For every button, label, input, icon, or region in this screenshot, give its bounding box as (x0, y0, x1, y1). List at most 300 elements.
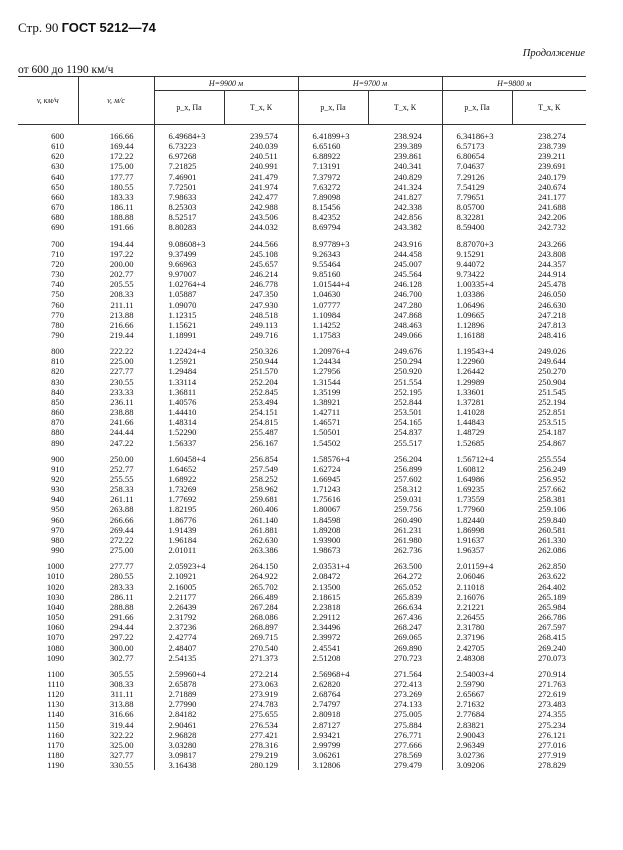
table-cell: 900 (51, 453, 64, 464)
table-cell: 271.564 (394, 668, 422, 679)
table-cell: 8.25303 (154, 202, 224, 212)
table-cell: 630 (51, 161, 64, 172)
table-cell: 1100 (47, 668, 64, 679)
table-cell: 8.42352 (298, 212, 368, 222)
table-cell: 240.829 (394, 171, 422, 182)
table-cell: 2.05923+4 (154, 561, 224, 571)
table-cell: 980 (51, 534, 64, 545)
table-cell: 1060 (46, 622, 64, 633)
table-row (18, 525, 586, 535)
table-cell: 2.59960+4 (154, 669, 224, 679)
col-header-temperature: T_x, К (512, 91, 586, 125)
table-cell: 330.55 (109, 760, 134, 771)
table-cell: 920 (51, 474, 64, 484)
table-cell: 268.247 (394, 622, 422, 633)
table-cell: 790 (51, 329, 64, 340)
table-cell: 257.602 (394, 474, 422, 484)
table-cell: 276.771 (394, 729, 422, 740)
table-cell: 2.34496 (298, 622, 368, 632)
table-cell: 243.808 (538, 248, 566, 259)
table-cell: 1.52685 (442, 438, 512, 448)
table-cell: 1020 (46, 581, 64, 592)
table-cell: 257.662 (538, 484, 566, 495)
table-cell: 1.91439 (154, 525, 224, 535)
table-cell: 222.22 (109, 346, 134, 357)
table-cell: 275.005 (394, 709, 422, 720)
table-cell: 2.01011 (154, 545, 224, 555)
standard-code: ГОСТ 5212—74 (61, 20, 156, 35)
table-cell: 319.44 (109, 719, 134, 730)
table-cell: 238.274 (538, 131, 566, 141)
table-cell: 1.18991 (154, 330, 224, 340)
table-cell: 265.984 (538, 601, 566, 612)
table-cell: 239.574 (250, 131, 278, 141)
table-cell: 2.56968+4 (298, 669, 368, 679)
table-cell: 261.11 (110, 494, 134, 505)
table-cell: 1.48729 (442, 427, 512, 437)
table-cell: 240.179 (538, 171, 566, 182)
table-cell: 259.031 (394, 494, 422, 505)
table-cell: 610 (51, 141, 64, 152)
table-cell: 266.786 (538, 612, 566, 623)
table-cell: 1.22424+4 (154, 346, 224, 356)
col-header-pressure: p_x, Па (298, 91, 368, 125)
table-cell: 1.25921 (154, 356, 224, 366)
table-cell: 6.97268 (154, 151, 224, 161)
table-cell: 241.66 (109, 417, 134, 428)
table-cell: 243.916 (394, 238, 422, 249)
table-cell: 2.42774 (154, 632, 224, 642)
table-cell: 264.150 (250, 561, 278, 572)
table-cell: 250.270 (538, 366, 566, 377)
table-cell: 680 (51, 212, 64, 223)
table-cell: 660 (51, 191, 64, 202)
table-cell: 249.676 (394, 346, 422, 357)
table-cell: 2.54003+4 (442, 669, 512, 679)
table-row (18, 182, 586, 192)
table-cell: 1.40576 (154, 397, 224, 407)
table-cell: 244.566 (250, 238, 278, 249)
table-cell: 3.06261 (298, 750, 368, 760)
table-cell: 1120 (47, 689, 64, 700)
table-cell: 740 (51, 279, 64, 290)
table-cell: 239.389 (394, 141, 422, 152)
table-cell: 241.688 (538, 202, 566, 213)
table-cell: 2.13500 (298, 582, 368, 592)
table-cell: 240.511 (250, 151, 278, 162)
table-cell: 241.324 (394, 181, 422, 192)
table-cell: 265.702 (250, 581, 278, 592)
table-cell: 249.644 (538, 356, 566, 367)
table-row (18, 417, 586, 427)
table-cell: 1.14252 (298, 320, 368, 330)
table-row (18, 602, 586, 612)
table-cell: 238.88 (109, 407, 134, 418)
table-cell: 1190 (47, 760, 64, 771)
table-cell: 890 (51, 437, 64, 448)
table-row (18, 330, 586, 340)
table-row (18, 438, 586, 448)
table-row (18, 494, 586, 504)
table-cell: 259.756 (394, 504, 422, 515)
table-cell: 256.899 (394, 463, 422, 474)
table-cell: 7.98633 (154, 192, 224, 202)
table-cell: 2.11018 (442, 582, 512, 592)
table-cell: 253.501 (394, 407, 422, 418)
table-cell: 830 (51, 376, 64, 387)
table-cell: 1.71243 (298, 484, 368, 494)
table-cell: 258.312 (394, 484, 422, 495)
table-cell: 272.214 (250, 668, 278, 679)
table-cell: 2.26439 (154, 602, 224, 612)
table-cell: 261.231 (394, 524, 422, 535)
table-cell: 243.506 (250, 212, 278, 223)
table-cell: 274.133 (394, 699, 422, 710)
table-cell: 248.416 (538, 329, 566, 340)
table-cell: 6.88922 (298, 151, 368, 161)
table-cell: 252.195 (394, 386, 422, 397)
table-cell: 172.22 (109, 151, 134, 162)
table-cell: 1.60812 (442, 464, 512, 474)
table-cell: 1180 (47, 750, 64, 761)
table-cell: 268.415 (538, 632, 566, 643)
table-cell: 247.813 (538, 319, 566, 330)
table-row (18, 454, 586, 464)
table-cell: 1.38921 (298, 397, 368, 407)
table-row (18, 239, 586, 249)
table-cell: 1000 (46, 561, 64, 572)
table-cell: 2.45541 (298, 643, 368, 653)
table-cell: 2.77990 (154, 699, 224, 709)
table-cell: 1.73269 (154, 484, 224, 494)
table-cell: 2.90043 (442, 730, 512, 740)
table-cell: 241.974 (250, 181, 278, 192)
table-row (18, 740, 586, 750)
table-cell: 1.26442 (442, 366, 512, 376)
table-cell: 205.55 (109, 279, 134, 290)
table-cell: 2.10921 (154, 571, 224, 581)
table-cell: 8.97789+3 (298, 239, 368, 249)
table-cell: 259.106 (538, 504, 566, 515)
col-header-temperature: T_x, К (224, 91, 298, 125)
table-cell: 270.914 (538, 668, 566, 679)
table-cell: 246.630 (538, 299, 566, 310)
table-cell: 2.96828 (154, 730, 224, 740)
col-header-temperature: T_x, К (368, 91, 442, 125)
page-number: Стр. 90 (18, 20, 59, 35)
table-cell: 277.919 (538, 750, 566, 761)
table-cell: 273.919 (250, 689, 278, 700)
table-row (18, 310, 586, 320)
table-cell: 250.00 (109, 453, 134, 464)
table-cell: 2.54135 (154, 653, 224, 663)
table-cell: 870 (51, 417, 64, 428)
table-cell: 2.80918 (298, 709, 368, 719)
table-cell: 264.272 (394, 571, 422, 582)
table-cell: 280.55 (109, 571, 134, 582)
table-cell: 286.11 (110, 591, 134, 602)
table-cell: 263.386 (250, 545, 278, 556)
table-cell: 325.00 (109, 739, 134, 750)
table-cell: 261.980 (394, 534, 422, 545)
table-row (18, 750, 586, 760)
table-cell: 1.82195 (154, 504, 224, 514)
table-cell: 252.77 (109, 463, 134, 474)
table-cell: 6.80654 (442, 151, 512, 161)
table-cell: 252.194 (538, 396, 566, 407)
table-row (18, 407, 586, 417)
table-cell: 6.41899+3 (298, 131, 368, 141)
table-row (18, 535, 586, 545)
table-cell: 860 (51, 407, 64, 418)
table-cell: 8.69794 (298, 222, 368, 232)
table-cell: 1.64652 (154, 464, 224, 474)
table-cell: 930 (51, 484, 64, 495)
table-cell: 219.44 (109, 329, 134, 340)
table-row (18, 279, 586, 289)
table-cell: 248.518 (250, 309, 278, 320)
table-cell: 6.49684+3 (154, 131, 224, 141)
table-cell: 200.00 (109, 258, 134, 269)
table-cell: 277.77 (109, 561, 134, 572)
table-row (18, 346, 586, 356)
table-cell: 910 (51, 463, 64, 474)
table-cell: 265.052 (394, 581, 422, 592)
table-cell: 242.206 (538, 212, 566, 223)
table-cell: 9.97007 (154, 269, 224, 279)
table-row (18, 161, 586, 171)
table-cell: 1.64986 (442, 474, 512, 484)
table-cell: 1.84598 (298, 515, 368, 525)
table-cell: 276.121 (538, 729, 566, 740)
table-cell: 269.44 (109, 524, 134, 535)
table-cell: 8.52517 (154, 212, 224, 222)
table-cell: 8.05700 (442, 202, 512, 212)
table-cell: 760 (51, 299, 64, 310)
table-cell: 247.350 (250, 289, 278, 300)
table-cell: 252.845 (250, 386, 278, 397)
table-cell: 249.113 (250, 319, 278, 330)
table-cell: 670 (51, 202, 64, 213)
table-cell: 3.16438 (154, 760, 224, 770)
table-cell: 800 (51, 346, 64, 357)
table-cell: 243.382 (394, 222, 422, 233)
range-label: от 600 до 1190 км/ч (18, 64, 114, 76)
table-cell: 2.16005 (154, 582, 224, 592)
table-row (18, 366, 586, 376)
table-cell: 2.83821 (442, 720, 512, 730)
table-cell: 249.066 (394, 329, 422, 340)
table-cell: 1.07777 (298, 300, 368, 310)
table-row (18, 259, 586, 269)
table-cell: 262.630 (250, 534, 278, 545)
table-cell: 1.98673 (298, 545, 368, 555)
table-cell: 2.21221 (442, 602, 512, 612)
table-cell: 256.204 (394, 453, 422, 464)
table-cell: 840 (51, 386, 64, 397)
table-cell: 1.44410 (154, 407, 224, 417)
table-row (18, 356, 586, 366)
table-cell: 266.489 (250, 591, 278, 602)
table-cell: 2.39972 (298, 632, 368, 642)
table-cell: 275.234 (538, 719, 566, 730)
table-cell: 1.89208 (298, 525, 368, 535)
table-cell: 1.82440 (442, 515, 512, 525)
table-row (18, 504, 586, 514)
table-cell: 241.479 (250, 171, 278, 182)
table-cell: 1.22960 (442, 356, 512, 366)
table-cell: 2.31792 (154, 612, 224, 622)
table-cell: 7.46901 (154, 172, 224, 182)
table-cell: 1.00335+4 (442, 279, 512, 289)
table-cell: 272.619 (538, 689, 566, 700)
table-cell: 1.80067 (298, 504, 368, 514)
table-cell: 2.96349 (442, 740, 512, 750)
table-row (18, 387, 586, 397)
table-cell: 311.11 (110, 689, 134, 700)
table-cell: 2.93421 (298, 730, 368, 740)
table-cell: 263.88 (109, 504, 134, 515)
table-cell: 1160 (47, 729, 64, 740)
table-row (18, 131, 586, 141)
table-cell: 1.04630 (298, 289, 368, 299)
table-cell: 1.60458+4 (154, 454, 224, 464)
table-cell: 1140 (47, 709, 64, 720)
table-row (18, 151, 586, 161)
table-cell: 1.77692 (154, 494, 224, 504)
table-cell: 2.68764 (298, 689, 368, 699)
table-cell: 242.988 (250, 202, 278, 213)
table-row (18, 427, 586, 437)
table-cell: 254.165 (394, 417, 422, 428)
table-cell: 245.564 (394, 269, 422, 280)
table-cell: 1.02764+4 (154, 279, 224, 289)
table-cell: 251.545 (538, 386, 566, 397)
table-cell: 1.91637 (442, 535, 512, 545)
table-cell: 3.03280 (154, 740, 224, 750)
table-cell: 7.63272 (298, 182, 368, 192)
table-cell: 1.48314 (154, 417, 224, 427)
table-cell: 275.884 (394, 719, 422, 730)
table-cell: 242.338 (394, 202, 422, 213)
table-cell: 236.11 (110, 396, 134, 407)
table-cell: 258.252 (250, 474, 278, 484)
table-cell: 239.691 (538, 161, 566, 172)
table-cell: 1.44843 (442, 417, 512, 427)
table-cell: 1.10984 (298, 310, 368, 320)
table-cell: 246.778 (250, 279, 278, 290)
table-cell: 244.44 (109, 427, 134, 438)
table-cell: 2.51208 (298, 653, 368, 663)
table-cell: 242.732 (538, 222, 566, 233)
table-cell: 2.06046 (442, 571, 512, 581)
table-cell: 820 (51, 366, 64, 377)
table-cell: 7.37972 (298, 172, 368, 182)
table-row (18, 643, 586, 653)
table-cell: 620 (51, 151, 64, 162)
table-cell: 247.280 (394, 299, 422, 310)
table-cell: 1.77960 (442, 504, 512, 514)
table-cell: 216.66 (109, 319, 134, 330)
table-cell: 273.483 (538, 699, 566, 710)
table-cell: 600 (51, 131, 64, 141)
table-cell: 2.23818 (298, 602, 368, 612)
table-cell: 273.063 (250, 678, 278, 689)
table-cell: 850 (51, 396, 64, 407)
table-cell: 266.66 (109, 514, 134, 525)
table-cell: 261.140 (250, 514, 278, 525)
table-cell: 9.73422 (442, 269, 512, 279)
table-cell: 197.22 (109, 248, 134, 259)
table-cell: 9.08608+3 (154, 239, 224, 249)
table-row (18, 300, 586, 310)
table-cell: 1.06496 (442, 300, 512, 310)
table-row (18, 709, 586, 719)
table-row (18, 397, 586, 407)
table-cell: 7.13191 (298, 161, 368, 171)
table-cell: 1.75616 (298, 494, 368, 504)
table-cell: 279.219 (250, 750, 278, 761)
table-cell: 255.487 (250, 427, 278, 438)
table-row (18, 669, 586, 679)
table-cell: 247.218 (538, 309, 566, 320)
table-cell: 2.87127 (298, 720, 368, 730)
table-body (18, 125, 586, 771)
table-cell: 194.44 (109, 238, 134, 249)
table-cell: 9.26343 (298, 249, 368, 259)
table-cell: 291.66 (109, 612, 134, 623)
table-cell: 277.666 (394, 739, 422, 750)
table-cell: 278.316 (250, 739, 278, 750)
table-cell: 2.77684 (442, 709, 512, 719)
table-cell: 245.478 (538, 279, 566, 290)
table-cell: 269.065 (394, 632, 422, 643)
table-cell: 253.494 (250, 396, 278, 407)
table-cell: 1.58576+4 (298, 454, 368, 464)
table-cell: 7.72501 (154, 182, 224, 192)
table-cell: 273.269 (394, 689, 422, 700)
table-cell: 246.700 (394, 289, 422, 300)
table-cell: 6.57173 (442, 141, 512, 151)
table-cell: 810 (51, 356, 64, 367)
table-cell: 9.37499 (154, 249, 224, 259)
table-cell: 1050 (46, 612, 64, 623)
table-cell: 316.66 (109, 709, 134, 720)
table-cell: 269.890 (394, 642, 422, 653)
table-cell: 1.93900 (298, 535, 368, 545)
table-cell: 256.249 (538, 463, 566, 474)
table-cell: 1.12896 (442, 320, 512, 330)
page-header (18, 20, 156, 36)
table-cell: 260.490 (394, 514, 422, 525)
table-cell: 1.73559 (442, 494, 512, 504)
table-cell: 770 (51, 309, 64, 320)
table-row (18, 289, 586, 299)
table-cell: 251.554 (394, 376, 422, 387)
table-cell: 9.66963 (154, 259, 224, 269)
table-cell: 246.050 (538, 289, 566, 300)
table-cell: 970 (51, 524, 64, 535)
table-cell: 240.039 (250, 141, 278, 152)
table-cell: 244.458 (394, 248, 422, 259)
table-cell: 245.657 (250, 258, 278, 269)
table-cell: 261.881 (250, 524, 278, 535)
col-header-v-kmh: v, км/ч (18, 77, 78, 125)
table-row (18, 561, 586, 571)
table-cell: 7.29126 (442, 172, 512, 182)
table-cell: 267.436 (394, 612, 422, 623)
table-cell: 1130 (47, 699, 64, 710)
